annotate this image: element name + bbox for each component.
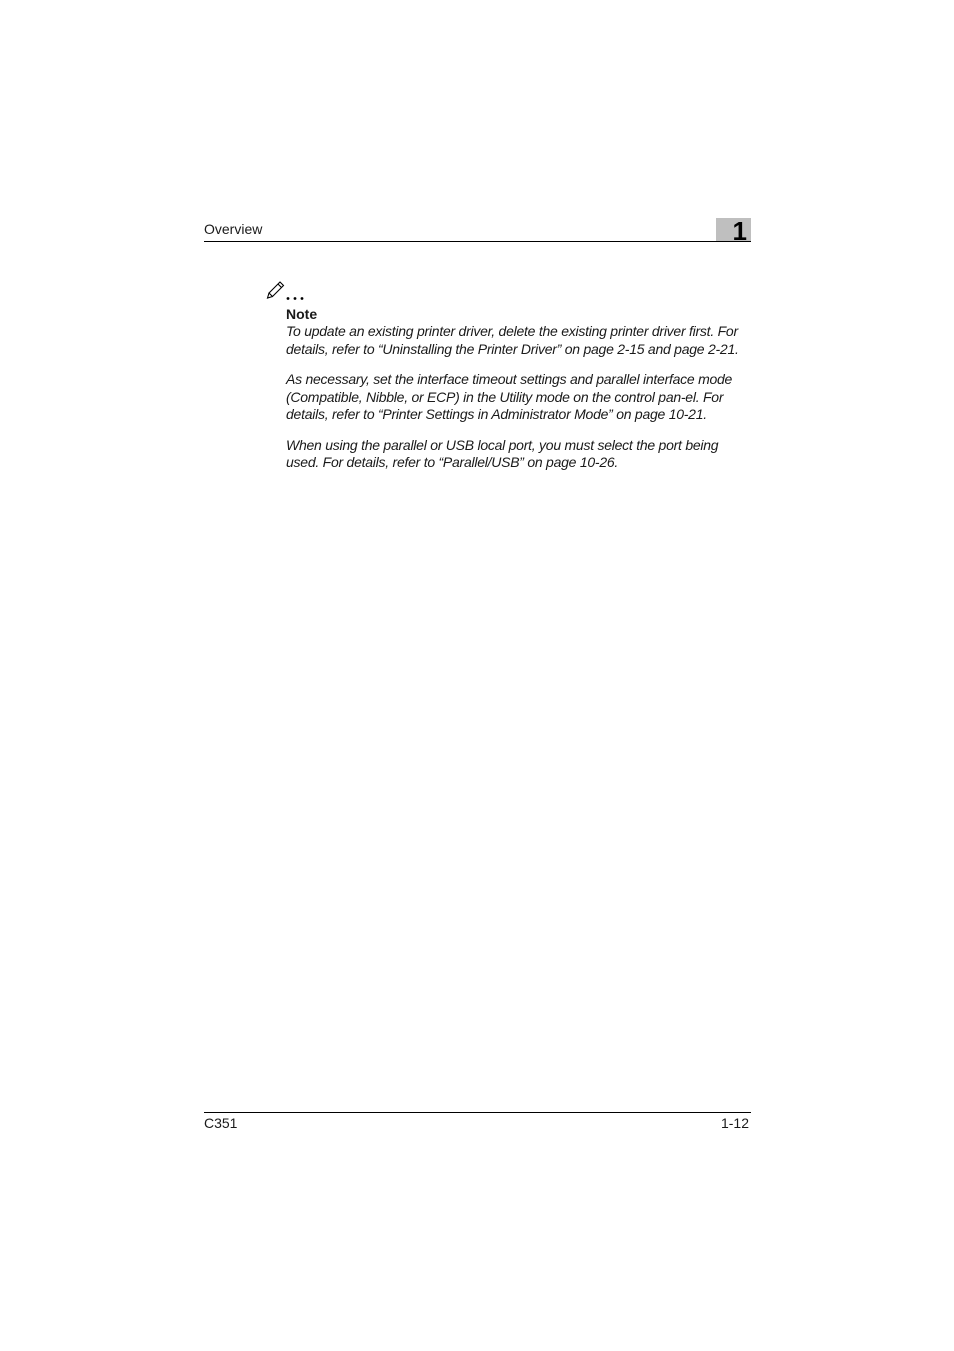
note-paragraph: As necessary, set the interface timeout settings and parallel interface mode (Compatible, Nibble, or ECP) in the Utility mode on the control pan-el. For details, refer to “Printer Settings in Administrator Mode” on page 10-21. <box>286 371 733 422</box>
header-rule <box>204 241 751 242</box>
footer-model: C351 <box>204 1115 238 1131</box>
footer-page-number: 1-12 <box>720 1115 749 1131</box>
note-body <box>286 323 754 485</box>
chapter-tab <box>716 216 751 246</box>
chapter-number: 1 <box>732 216 747 246</box>
header-title: Overview <box>204 221 263 237</box>
note-paragraph: When using the parallel or USB local port, you must select the port being used. For details, refer to “Parallel/USB” on page 10-26. <box>286 436 719 470</box>
pencil-note-icon <box>266 278 312 302</box>
note-label: Note <box>286 306 318 322</box>
note-paragraph: To update an existing printer driver, delete the existing printer driver first. For details, refer to “Uninstalling the Printer Driver” on page 2-15 and page 2-21. <box>286 323 739 357</box>
footer-rule <box>204 1112 751 1113</box>
